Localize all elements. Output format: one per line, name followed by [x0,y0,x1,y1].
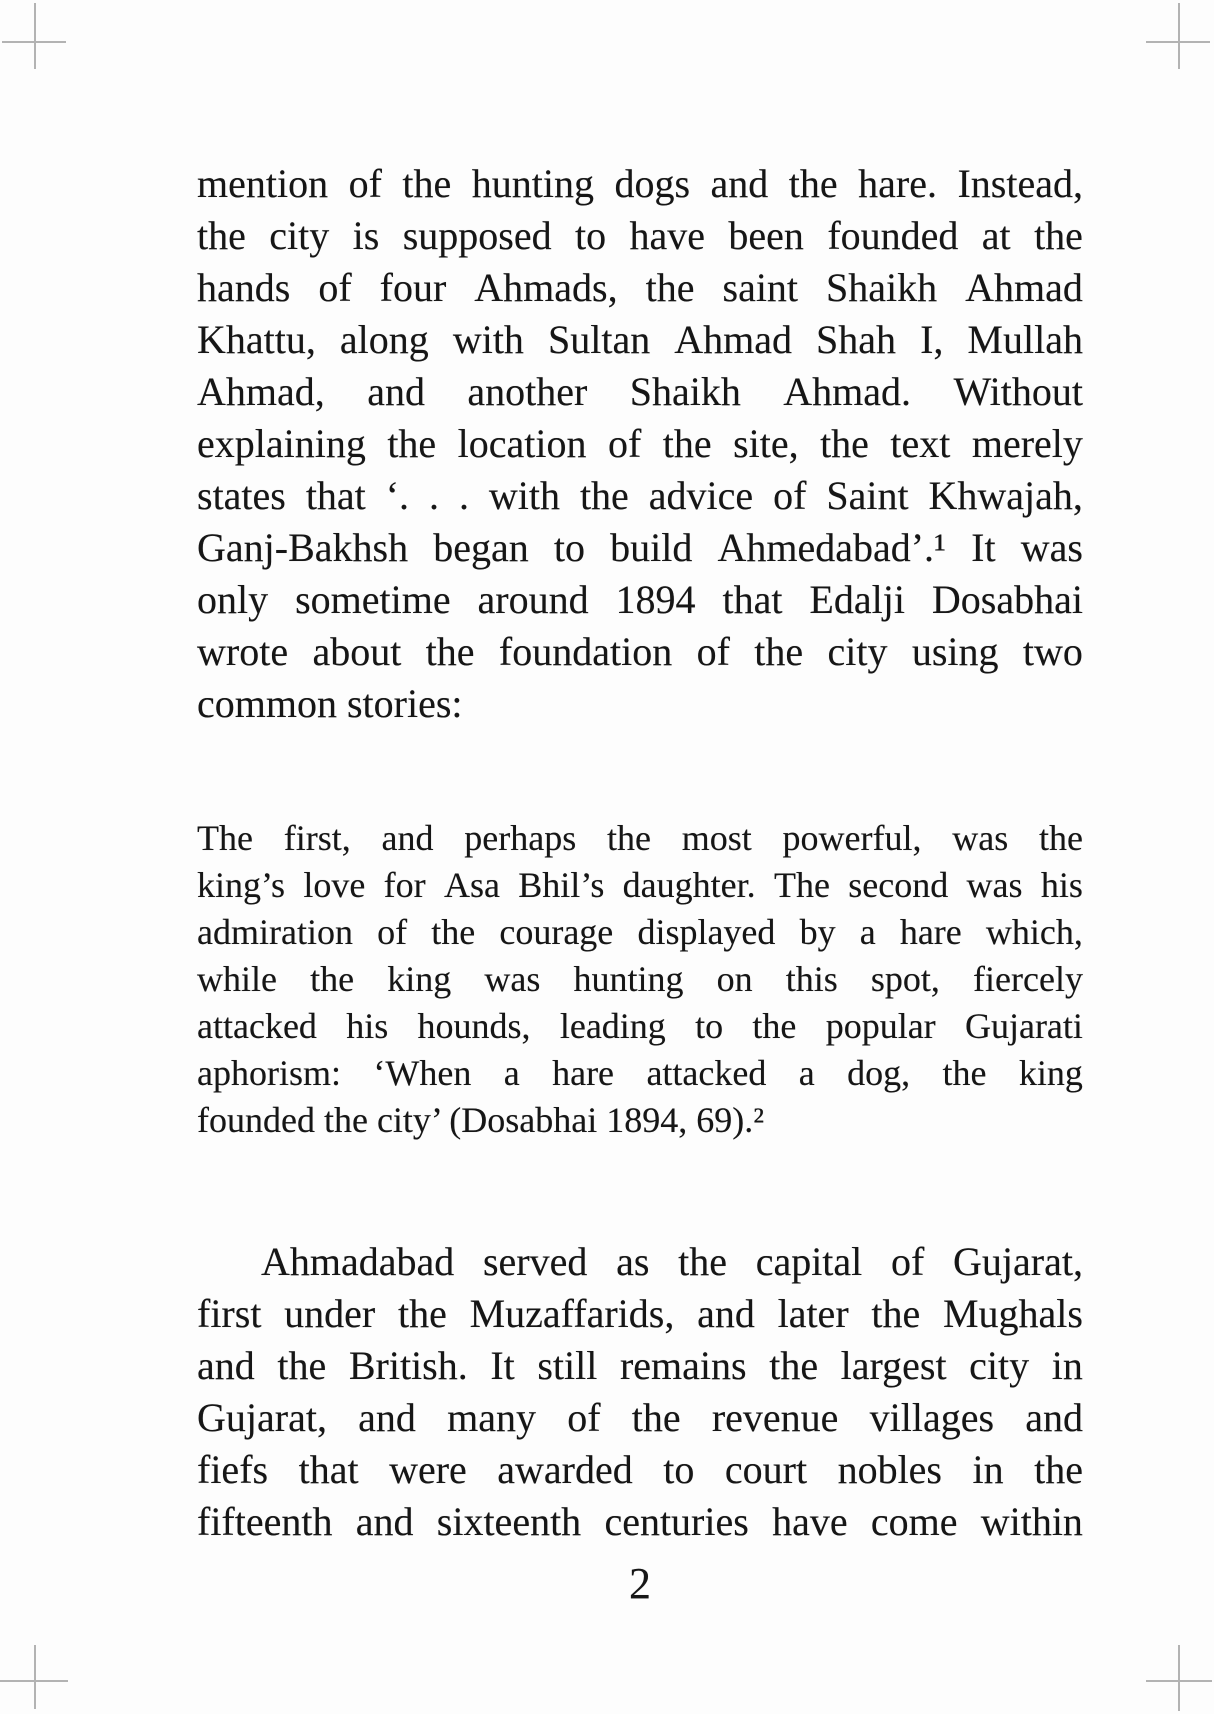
text-line: mention of the hunting dogs and the hare. Instead, [197,161,1083,206]
block-quote [197,815,1083,1144]
text-line: fifteenth and sixteenth centuries have come within [197,1499,1083,1544]
paragraph-continuation [197,158,1083,730]
page-number: 2 [629,1559,651,1608]
text-line: first under the Muzaffarids, and later the Mughals [197,1291,1083,1336]
text-line: attacked his hounds, leading to the popular Gujarati [197,1006,1083,1046]
crop-mark-v-line [34,1645,36,1709]
text-line: Ahmadabad served as the capital of Gujarat, [261,1239,1083,1284]
text-line: wrote about the foundation of the city using two [197,629,1083,674]
crop-mark-v-line [1178,3,1180,69]
text-line: Ahmad, and another Shaikh Ahmad. Without [197,369,1083,414]
text-line: aphorism: ‘When a hare attacked a dog, the king [197,1053,1083,1093]
text-line: and the British. It still remains the largest city in [197,1343,1083,1388]
text-line: only sometime around 1894 that Edalji Dosabhai [197,577,1083,622]
text-line: states that ‘. . . with the advice of Saint Khwajah, [197,473,1083,518]
text-line: Khattu, along with Sultan Ahmad Shah I, Mullah [197,317,1083,362]
text-line: king’s love for Asa Bhil’s daughter. The second was his [197,865,1083,905]
text-line: The first, and perhaps the most powerful, was the [197,818,1083,858]
text-line: while the king was hunting on this spot, fiercely [197,959,1083,999]
text-line: Gujarat, and many of the revenue villages and [197,1395,1083,1440]
text-line: the city is supposed to have been founded at the [197,213,1083,258]
text-line: explaining the location of the site, the text merely [197,421,1083,466]
text-line: admiration of the courage displayed by a hare which, [197,912,1083,952]
paragraph-ahmadabad [197,1236,1083,1548]
crop-mark-v-line [34,3,36,69]
text-line: hands of four Ahmads, the saint Shaikh Ahmad [197,265,1083,310]
crop-mark-v-line [1178,1645,1180,1711]
text-line: fiefs that were awarded to court nobles in the [197,1447,1083,1492]
text-line: founded the city’ (Dosabhai 1894, 69).² [197,1100,764,1140]
text-line: Ganj-Bakhsh began to build Ahmedabad’.¹ It was [197,525,1083,570]
text-line: common stories: [197,681,463,726]
text-block [197,158,1083,1548]
